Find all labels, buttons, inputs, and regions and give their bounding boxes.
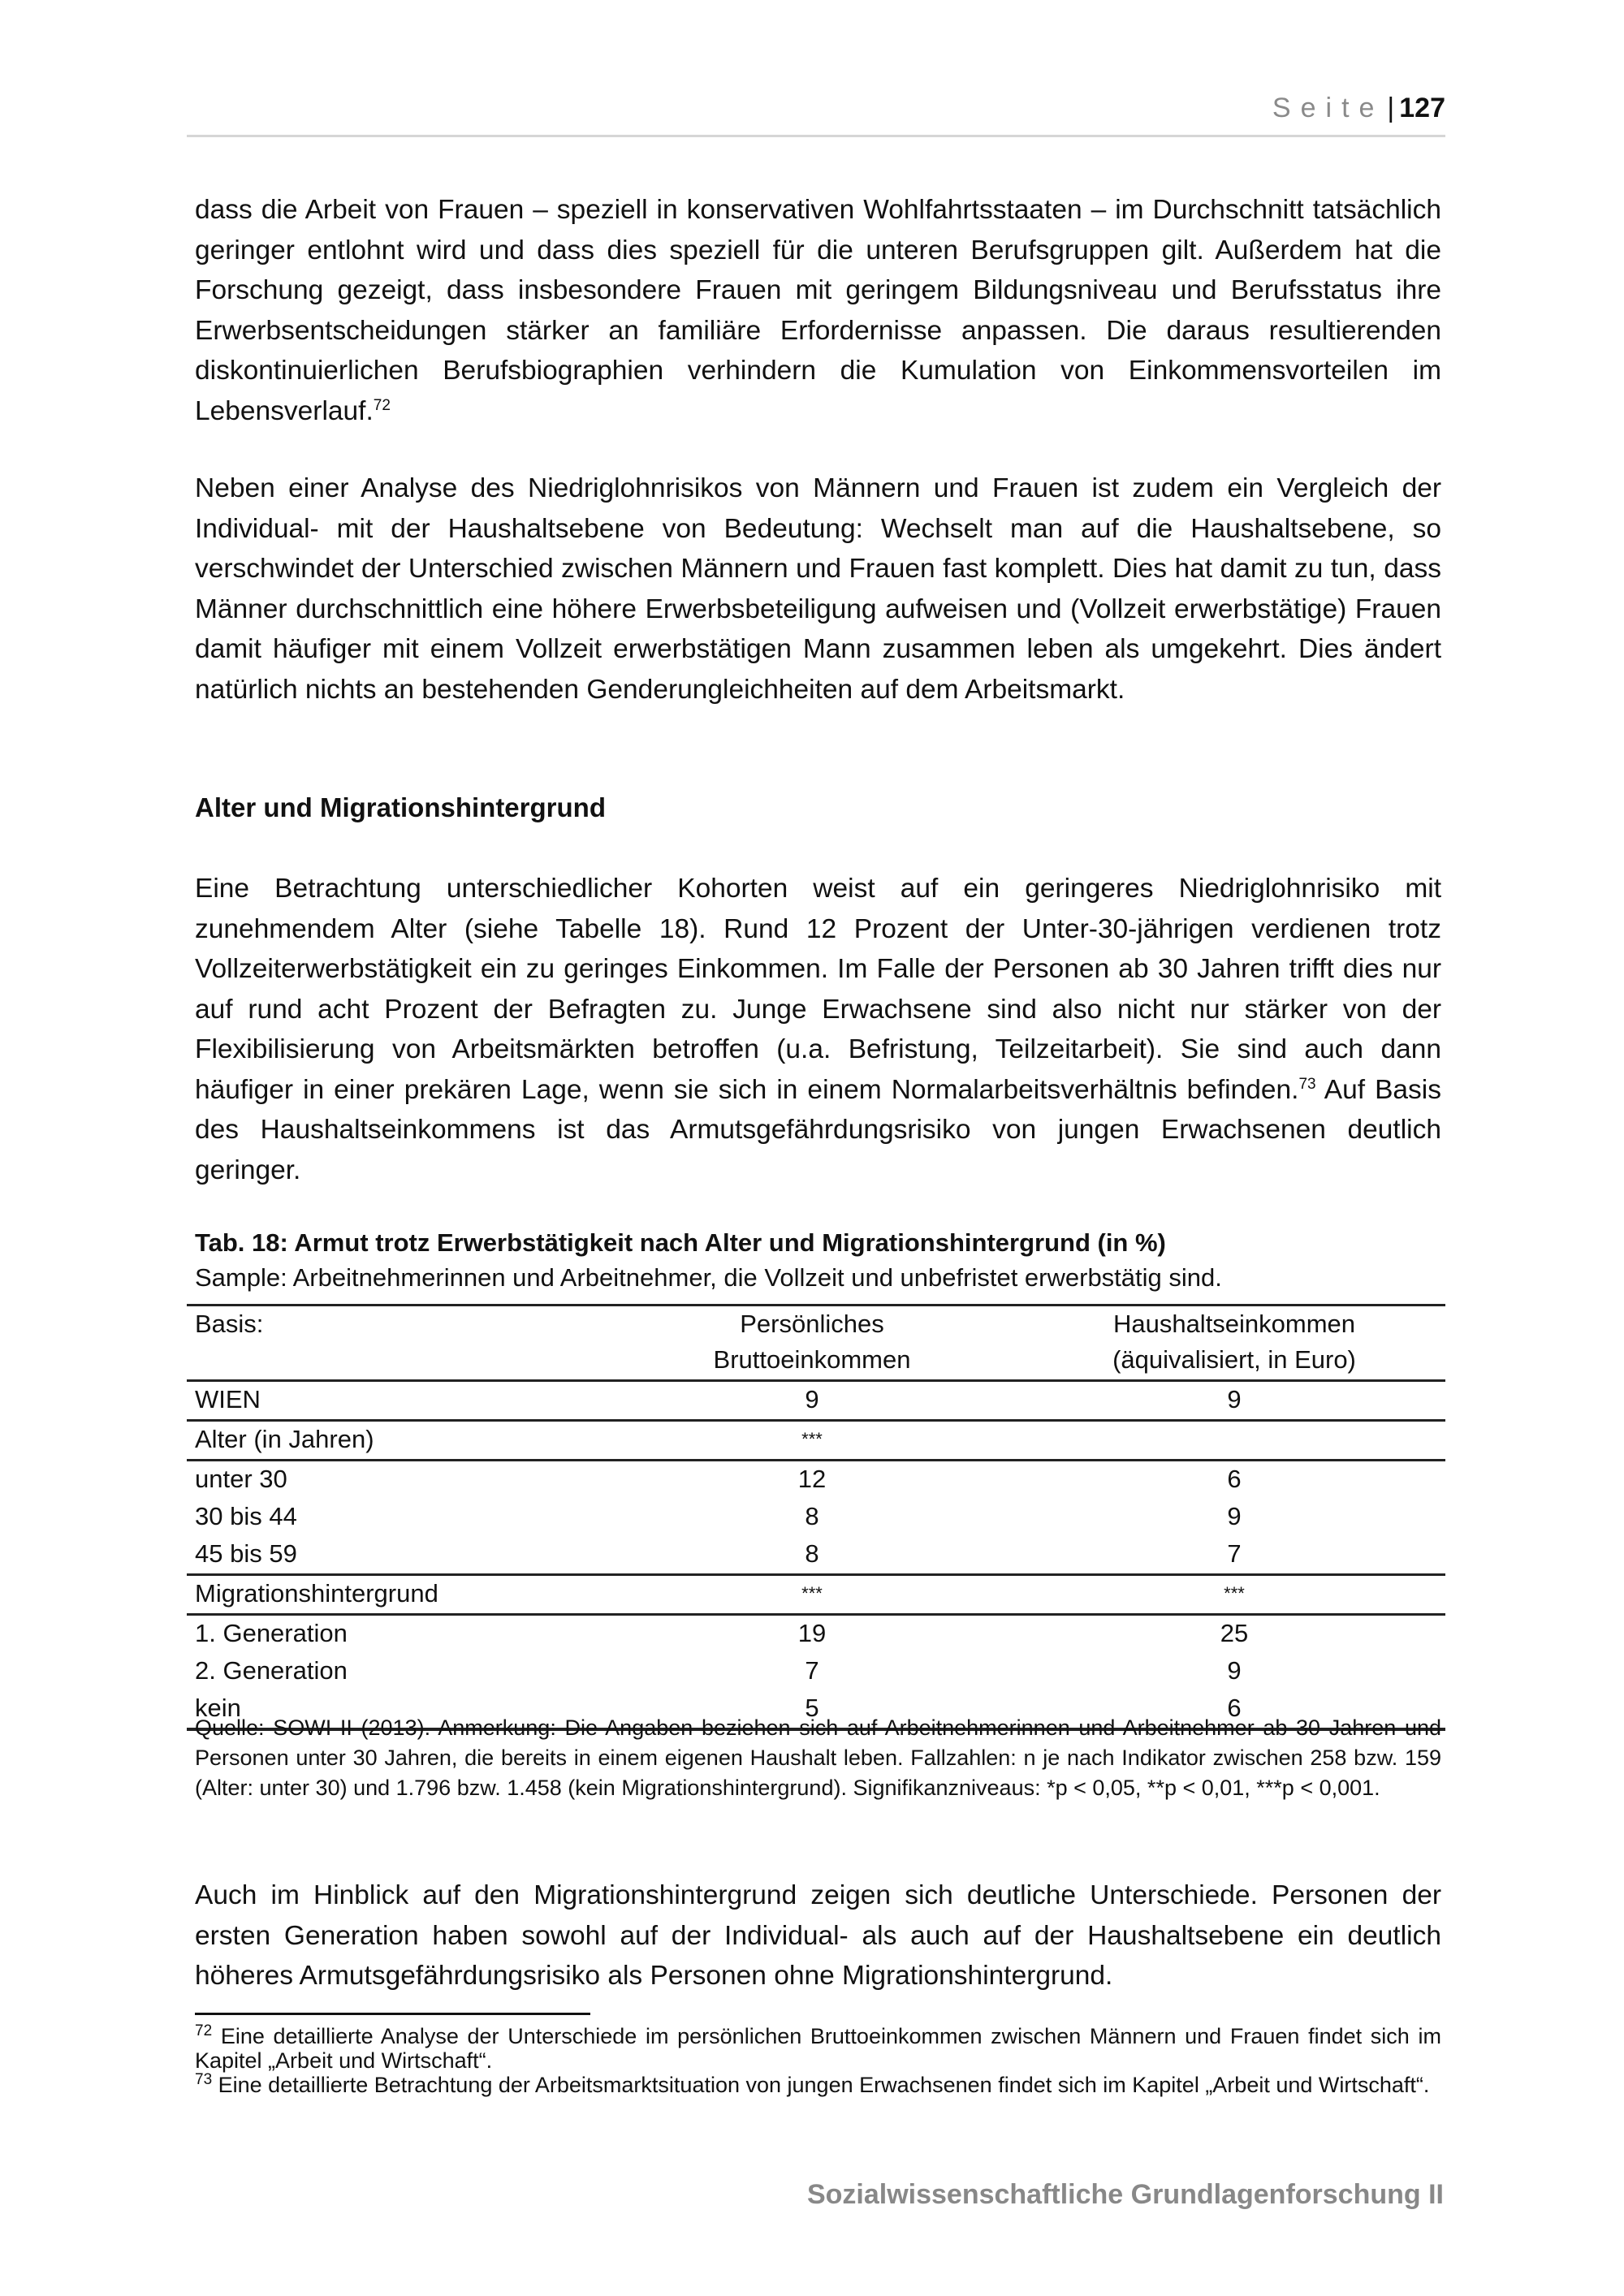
header-col-personal-income xyxy=(601,1306,1023,1381)
table-row-group-age xyxy=(187,1421,1445,1461)
table-row xyxy=(187,1653,1445,1690)
footnote-ref-72[interactable]: 72 xyxy=(373,396,391,414)
row-label: 2. Generation xyxy=(195,1656,348,1685)
table-title: Tab. 18: Armut trotz Erwerbstätigkeit nach Alter und Migrationshintergrund (in %) xyxy=(195,1228,1166,1257)
header-col2-line1: Haushaltseinkommen xyxy=(1112,1310,1356,1338)
page-header xyxy=(187,88,1445,137)
footnote-number: 73 xyxy=(195,2071,213,2088)
header-seite-label: Seite xyxy=(1272,93,1384,123)
table-row xyxy=(187,1499,1445,1536)
data-table xyxy=(187,1304,1445,1731)
footnote-text: Eine detaillierte Betrachtung der Arbeitsmarktsituation von jungen Erwachsenen findet sich im Kapitel „Arbeit und Wirtschaft“. xyxy=(212,2073,1430,2097)
row-label: 1. Generation xyxy=(187,1615,601,1654)
row-value-personal: 5 xyxy=(601,1690,1023,1729)
table-sample: Sample: Arbeitnehmerinnen und Arbeitnehmer, die Vollzeit und unbefristet erwerbstätig sind. xyxy=(195,1263,1222,1292)
footnote-divider xyxy=(195,2013,590,2015)
table-header-row xyxy=(187,1306,1445,1381)
paragraph-1-text: dass die Arbeit von Frauen – speziell in konservativen Wohlfahrtsstaaten – im Durchschnitt tatsächlich geringer entlohnt wird und dass dies speziell für die unteren Berufsgruppen gilt. Außerdem hat die Forschung gezeigt, dass insbesondere Frauen mit geringem Bildungsniveau und Berufsstatus ihre Erwerbsentscheidungen stärker an familiäre Erfordernisse anpassen. Die daraus resultierenden diskontinuierlichen Berufsbiographien verhindern die Kumulation von Einkommensvorteilen im Lebensverlauf. xyxy=(195,195,1441,426)
row-value-personal: 7 xyxy=(805,1656,819,1685)
paragraph-3-text-a: Eine Betrachtung unterschiedlicher Kohorten weist auf ein geringeres Niedriglohnrisiko mit zunehmendem Alter (siehe Tabelle 18). Rund 12 Prozent der Unter-30-jährigen verdienen trotz Vollzeiterwerbstätigkeit ein zu geringes Einkommen. Im Falle der Personen ab 30 Jahren trifft dies nur auf rund acht Prozent der Befragten zu. Junge Erwachsene sind also nicht nur stärker von der Flexibilisierung von Arbeitsmärkten betroffen (u.a. Befristung, Teilzeitarbeit). Sie sind auch dann häufiger in einer prekären Lage, wenn sie sich in einem Normalarbeitsverhältnis befinden. xyxy=(195,874,1441,1105)
paragraph-4-text: Auch im Hinblick auf den Migrationshintergrund zeigen sich deutliche Unterschiede. Personen der ersten Generation haben sowohl auf der Individual- als auch auf der Haushaltsebene ein deutlich höheres Armutsgefährdungsrisiko als Personen ohne Migrationshintergrund. xyxy=(195,1880,1441,1991)
header-col-household-income xyxy=(1023,1306,1445,1381)
paragraph-3-text-b: Auf Basis des Haushaltseinkommens ist das Armutsgefährdungsrisiko von jungen Erwachsenen deutlich geringer. xyxy=(195,1074,1441,1185)
table-row xyxy=(187,1381,1445,1421)
page-footer-title: Sozialwissenschaftliche Grundlagenforschung II xyxy=(806,2179,1444,2210)
row-label: Migrationshintergrund xyxy=(187,1575,601,1615)
row-significance-personal: *** xyxy=(601,1421,1023,1461)
footnote-ref-73[interactable]: 73 xyxy=(1298,1075,1316,1093)
row-label: WIEN xyxy=(187,1381,601,1421)
table-source-note: Quelle: SOWI II (2013). Anmerkung: Die Angaben beziehen sich auf Arbeitnehmerinnen und Arbeitnehmer ab 30 Jahren und Personen unter 30 Jahren, die bereits in einem eigenen Haushalt leben. Fallzahlen: n je nach Indikator zwischen 258 bzw. 159 (Alter: unter 30) und 1.796 bzw. 1.458 (kein Migrationshintergrund). Signifikanzniveaus: *p < 0,05, **p < 0,01, ***p < 0,001. xyxy=(195,1716,1441,1800)
footnote-73 xyxy=(195,2073,1441,2097)
footnote-text: Eine detaillierte Analyse der Unterschiede im persönlichen Bruttoeinkommen zwischen Männern und Frauen findet sich im Kapitel „Arbeit und Wirtschaft“. xyxy=(195,2024,1441,2073)
row-value-household: 9 xyxy=(1227,1656,1242,1685)
section-heading: Alter und Migrationshintergrund xyxy=(195,792,606,822)
footnote-number: 72 xyxy=(195,2022,213,2039)
table-row xyxy=(187,1461,1445,1500)
paragraph-2-text: Neben einer Analyse des Niedriglohnrisikos von Männern und Frauen ist zudem ein Vergleich der Individual- mit der Haushaltsebene von Bedeutung: Wechselt man auf die Haushaltsebene, so verschwindet der Unterschied zwischen Männern und Frauen fast komplett. Dies hat damit zu tun, dass Männer durchschnittlich eine höhere Erwerbsbeteiligung aufweisen und (Vollzeit erwerbstätige) Frauen damit häufiger mit einem Vollzeit erwerbstätigen Mann zusammen leben als umgekehrt. Dies ändert natürlich nichts an bestehenden Genderungleichheiten auf dem Arbeitsmarkt. xyxy=(195,473,1441,705)
row-value-household: 7 xyxy=(1227,1539,1242,1568)
paragraph-3 xyxy=(195,869,1441,1190)
footnote-72 xyxy=(195,2024,1441,2073)
row-value-personal: 9 xyxy=(601,1381,1023,1421)
row-value-household: 6 xyxy=(1023,1690,1445,1729)
row-value-personal: 19 xyxy=(601,1615,1023,1654)
paragraph-1 xyxy=(195,190,1441,431)
header-basis: Basis: xyxy=(187,1306,601,1381)
row-value-personal: 12 xyxy=(601,1461,1023,1500)
row-value-personal: 8 xyxy=(805,1502,819,1530)
row-value-personal: 8 xyxy=(805,1539,819,1568)
header-separator: | xyxy=(1387,93,1395,123)
page-number: 127 xyxy=(1399,93,1445,123)
paragraph-4 xyxy=(195,1875,1441,1996)
table-row xyxy=(187,1536,1445,1575)
header-col1-line1: Persönliches xyxy=(740,1310,884,1338)
row-value-household: 6 xyxy=(1023,1461,1445,1500)
table-row-group-migration xyxy=(187,1575,1445,1615)
row-value-household: 9 xyxy=(1227,1502,1242,1530)
table-row xyxy=(187,1615,1445,1654)
row-significance-household xyxy=(1023,1421,1445,1461)
row-value-household: 9 xyxy=(1023,1381,1445,1421)
row-significance-personal: *** xyxy=(601,1575,1023,1615)
page-number-label xyxy=(1272,88,1445,128)
row-value-household: 25 xyxy=(1023,1615,1445,1654)
row-label: Alter (in Jahren) xyxy=(187,1421,601,1461)
row-label: unter 30 xyxy=(187,1461,601,1500)
row-label: 45 bis 59 xyxy=(195,1539,297,1568)
row-label: 30 bis 44 xyxy=(195,1502,297,1530)
header-col2-line2: (äquivalisiert, in Euro) xyxy=(1112,1345,1356,1374)
header-col1-line2: Bruttoeinkommen xyxy=(713,1345,911,1374)
paragraph-2 xyxy=(195,468,1441,710)
row-significance-household: *** xyxy=(1023,1575,1445,1615)
row-label: kein xyxy=(187,1690,601,1729)
